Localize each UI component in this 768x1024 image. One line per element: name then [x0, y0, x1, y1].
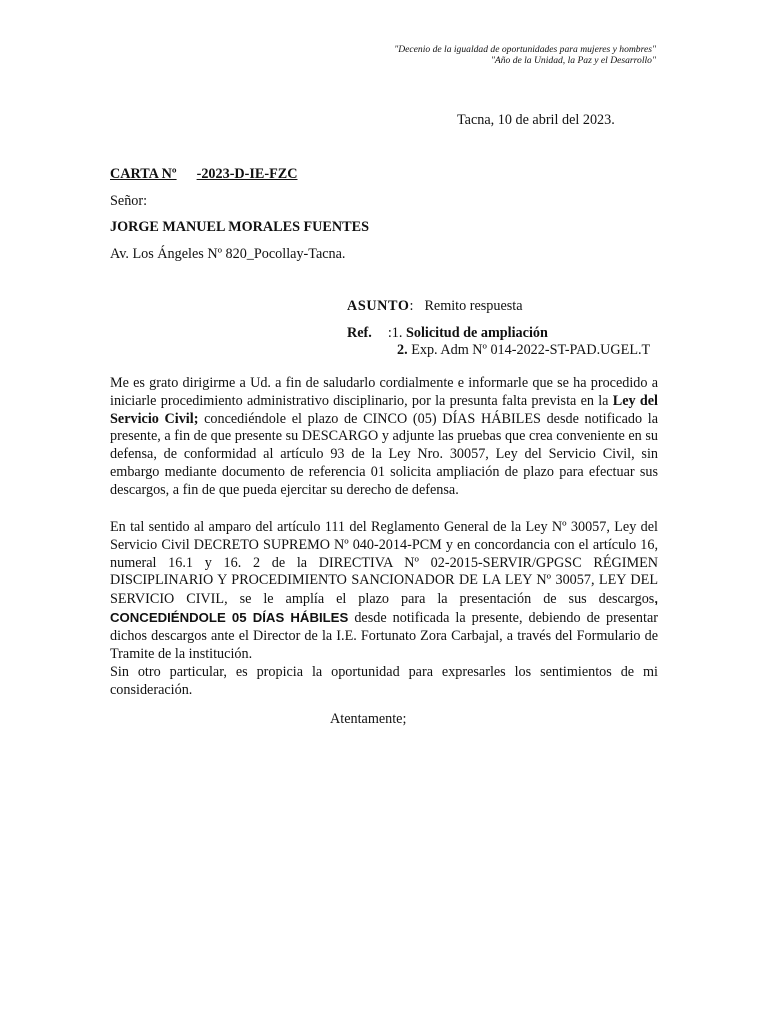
letter-date: Tacna, 10 de abril del 2023.: [457, 112, 615, 128]
header-motto: [394, 44, 656, 66]
reference-label: Ref.: [347, 325, 372, 341]
paragraph-2-text-b: desde notificada la presente, debiendo de presentar dichos descargos ante el Director de la I.E. Fortunato Zora Carbajal, a través del Formulario de Tramite de la institución.: [110, 609, 658, 662]
letter-number-prefix: CARTA Nº: [110, 166, 177, 182]
letter-number-suffix: -2023-D-IE-FZC: [196, 166, 298, 182]
recipient-address: Av. Los Ángeles Nº 820_Pocollay-Tacna.: [110, 246, 346, 262]
paragraph-2-text-a: En tal sentido al amparo del artículo 111 del Reglamento General de la Ley Nº 30057, Ley del Servicio Civil DECRETO SUPREMO Nº 040-2014-PCM y en concordancia con el artículo 16, numeral 16.1 y 16. 2 de la DIRECTIVA Nº 02-2015-SERVIR/GPGSC RÉGIMEN DISCIPLINARIO Y PROCEDIMIENTO SANCIONADOR DE LA LEY Nº 30057, LEY DEL SERVICIO CIVIL, se le amplía el plazo para la presentación de sus descargos: [110, 519, 658, 608]
paragraph-2-bold: , CONCEDIÉNDOLE 05 DÍAS HÁBILES: [110, 591, 658, 625]
paragraph-1-text-b: concediéndole el plazo de CINCO (05) DÍAS HÁBILES desde notificado la presente, a fin de que presente su DESCARGO y adjunte las pruebas que crea conveniente en su defensa, de conformidad al artículo 93 de la Ley Nro. 30057, Ley del Servicio Civil, sin embargo mediante documento de referencia 01 solicita ampliación de plazo para efectuar sus descargos, a fin de que pueda ejercitar su derecho de defensa.: [110, 410, 658, 498]
motto-line-1: "Decenio de la igualdad de oportunidades para mujeres y hombres": [394, 44, 656, 55]
reference-item2-num: 2.: [397, 342, 408, 358]
paragraph-1: [110, 375, 658, 500]
reference-line-1: [347, 325, 548, 342]
paragraph-1-bold: Ley del Servicio Civil;: [110, 392, 659, 427]
closing: Atentamente;: [330, 711, 407, 727]
subject-label: ASUNTO: [347, 298, 410, 314]
recipient-name: JORGE MANUEL MORALES FUENTES: [110, 219, 369, 235]
subject-value: Remito respuesta: [424, 298, 523, 314]
paragraph-1-text-a: Me es grato dirigirme a Ud. a fin de saludarlo cordialmente e informarle que se ha procedido a iniciarle procedimiento administrativo disciplinario, por la presunta falta prevista en la: [110, 375, 658, 409]
letter-number: [110, 166, 297, 183]
reference-item2-text: Exp. Adm Nº 014-2022-ST-PAD.UGEL.T: [411, 342, 651, 358]
motto-line-2: "Año de la Unidad, la Paz y el Desarrollo": [490, 55, 656, 66]
salutation: Señor:: [110, 193, 148, 209]
reference-item1-num: :1.: [387, 325, 403, 341]
reference-item1-text: Solicitud de ampliación: [405, 325, 548, 341]
paragraph-3: Sin otro particular, es propicia la oportunidad para expresarles los sentimientos de mi consideración.: [110, 664, 658, 698]
paragraph-2: [110, 519, 658, 663]
subject-colon: :: [409, 298, 414, 314]
subject-line: [347, 298, 523, 315]
reference-line-2: [397, 342, 650, 359]
